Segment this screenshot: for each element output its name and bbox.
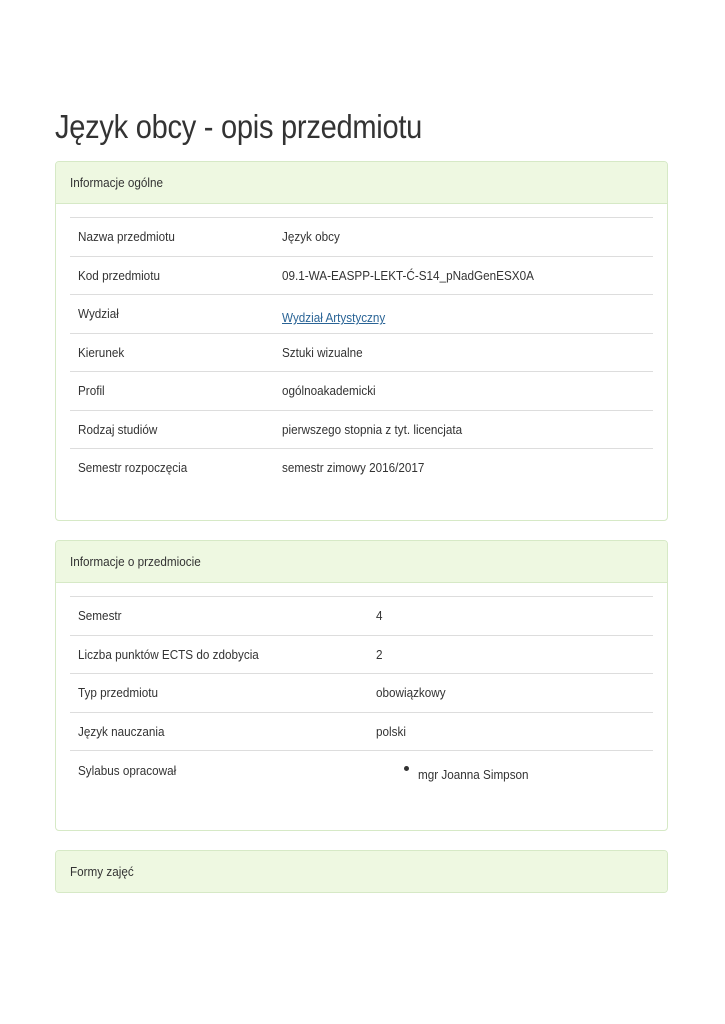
row-value: Język obcy xyxy=(282,229,340,245)
row-label: Wydział xyxy=(78,306,119,322)
table-row xyxy=(70,333,653,372)
row-label: Profil xyxy=(78,383,105,399)
row-label: Nazwa przedmiotu xyxy=(78,229,175,245)
row-value: 09.1-WA-EASPP-LEKT-Ć-S14_pNadGenESX0A xyxy=(282,267,534,283)
general-info-table xyxy=(70,217,653,487)
row-label: Rodzaj studiów xyxy=(78,421,158,437)
table-row xyxy=(70,751,653,804)
row-value xyxy=(368,751,653,804)
faculty-link[interactable]: Wydział Artystyczny xyxy=(282,310,386,326)
table-row xyxy=(70,674,653,713)
table-row xyxy=(70,597,653,636)
table-row xyxy=(70,449,653,487)
row-label: Język nauczania xyxy=(78,723,165,739)
subject-info-table xyxy=(70,596,653,803)
row-label: Liczba punktów ECTS do zdobycia xyxy=(78,646,259,662)
page-title: Język obcy - opis przedmiotu xyxy=(55,108,423,145)
row-label: Semestr xyxy=(78,608,122,624)
row-value: obowiązkowy xyxy=(376,685,446,701)
table-row xyxy=(70,256,653,295)
row-label: Semestr rozpoczęcia xyxy=(78,460,188,476)
syllabus-authors-list xyxy=(376,767,645,782)
general-info-heading: Informacje ogólne xyxy=(56,162,667,204)
row-value: semestr zimowy 2016/2017 xyxy=(282,460,425,476)
row-value: 2 xyxy=(376,646,383,662)
table-row xyxy=(70,410,653,449)
subject-info-heading: Informacje o przedmiocie xyxy=(56,541,667,583)
row-value xyxy=(274,295,653,334)
row-value: ogólnoakademicki xyxy=(282,383,376,399)
subject-info-panel xyxy=(55,540,668,831)
class-forms-panel xyxy=(55,850,668,893)
table-row xyxy=(70,372,653,411)
row-value: pierwszego stopnia z tyt. licencjata xyxy=(282,421,463,437)
row-value: Sztuki wizualne xyxy=(282,344,363,360)
class-forms-heading: Formy zajęć xyxy=(56,851,667,892)
list-item: mgr Joanna Simpson xyxy=(406,767,645,782)
row-label: Kod przedmiotu xyxy=(78,267,160,283)
table-row xyxy=(70,295,653,334)
row-value: polski xyxy=(376,723,406,739)
row-label: Typ przedmiotu xyxy=(78,685,158,701)
table-row xyxy=(70,635,653,674)
row-value: 4 xyxy=(376,608,383,624)
table-row xyxy=(70,218,653,257)
row-label: Kierunek xyxy=(78,344,125,360)
general-info-panel xyxy=(55,161,668,521)
table-row xyxy=(70,712,653,751)
row-label: Sylabus opracował xyxy=(78,763,177,778)
